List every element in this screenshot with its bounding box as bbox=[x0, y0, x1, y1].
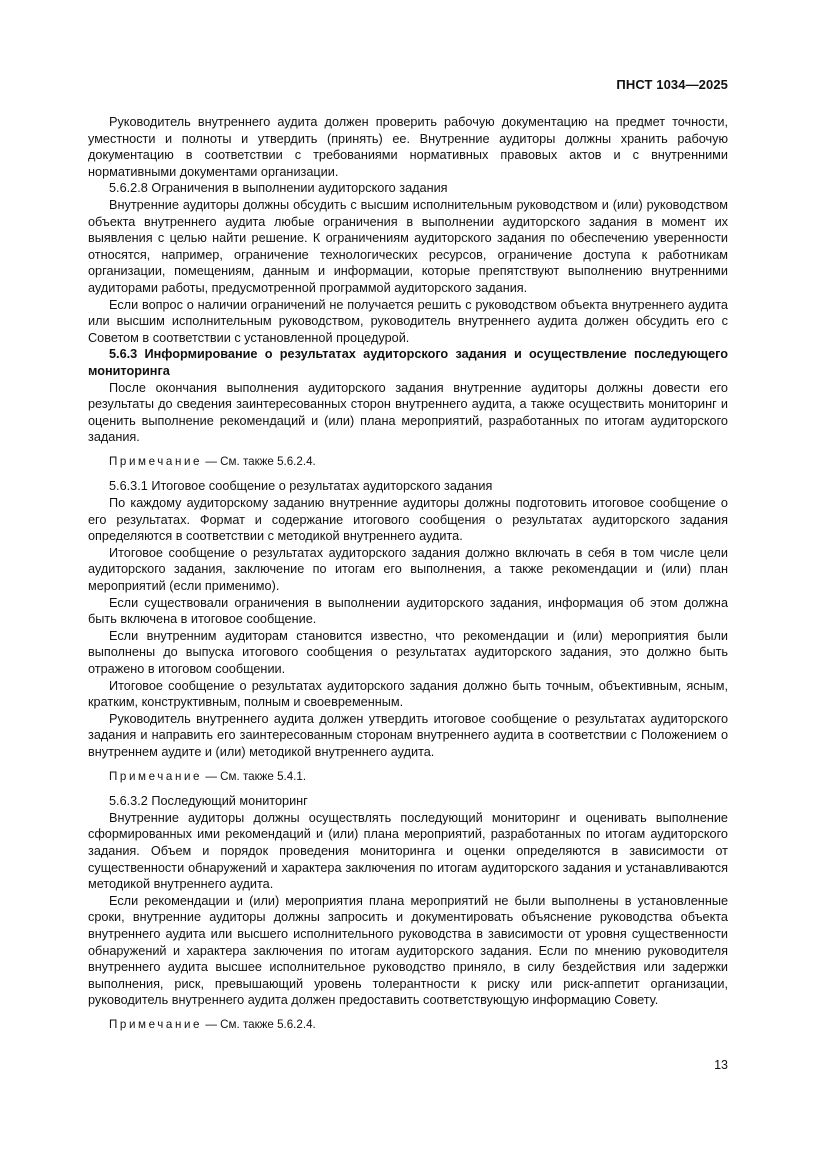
paragraph: Руководитель внутреннего аудита должен проверить рабочую документацию на предмет точности, уместности и полноты и утвердить (принять) ее. Внутренние аудиторы должны хранить рабочую документацию в соответствии с требованиями нормативных правовых актов и с внутренними нормативными документами организации. bbox=[88, 115, 728, 179]
paragraph: Если внутренним аудиторам становится известно, что рекомендации и (или) мероприятия были выполнены до выпуска итогового сообщения о результатах аудиторского задания, это должно быть отражено в итоговом сообщении. bbox=[88, 628, 728, 676]
note bbox=[88, 769, 728, 786]
paragraph: Итоговое сообщение о результатах аудиторского задания должно быть точным, объективным, ясным, кратким, конструктивным, полным и своевременным. bbox=[88, 678, 728, 710]
paragraph: Итоговое сообщение о результатах аудиторского задания должно включать в себя в том числе цели аудиторского задания, заключение по итогам его выполнения, а также рекомендации и (или) план мероприятий (если применимо). bbox=[88, 545, 728, 594]
note-text: — См. также 5.6.2.4. bbox=[205, 1017, 316, 1031]
document-code: ПНСТ 1034—2025 bbox=[616, 77, 728, 92]
page-number: 13 bbox=[714, 1058, 728, 1072]
note bbox=[88, 1017, 728, 1034]
note-text: — См. также 5.4.1. bbox=[205, 769, 307, 783]
paragraph: Руководитель внутреннего аудита должен утвердить итоговое сообщение о результатах аудиторского задания и направить его заинтересованным сторонам внутреннего аудита в соответствии с Положением о внутреннем аудите и (или) методикой внутреннего аудита. bbox=[88, 711, 728, 759]
clause-heading: 5.6.3.2 Последующий мониторинг bbox=[109, 794, 308, 809]
paragraph: Если рекомендации и (или) мероприятия плана мероприятий не были выполнены в установленные сроки, внутренние аудиторы должны запросить и документировать объяснение руководства объекта внутреннего аудита или высшего исполнительного руководства в зависимости от уровня существенности обнаружений и характера заключения по итогам аудиторского задания. Если по мнению руководителя внутреннего аудита высшее исполнительное руководство приняло, в силу бездействия или задержки выполнения, риск, превышающий уровень толерантности к риску или риск-аппетит организации, руководитель внутреннего аудита должен предоставить соответствующую информацию Совету. bbox=[88, 893, 728, 1008]
note-text: — См. также 5.6.2.4. bbox=[205, 454, 316, 468]
clause-heading: 5.6.2.8 Ограничения в выполнении аудиторского задания bbox=[109, 181, 448, 196]
paragraph: Внутренние аудиторы должны обсудить с высшим исполнительным руководством и (или) руководством объекта внутреннего аудита любые ограничения в выполнении аудиторского задания в момент их выявления с целью найти решение. К ограничениям аудиторского задания по обеспечению уверенности относятся, например, ограничение технологических ресурсов, ограничение доступа к работникам организации, помещениям, данным и информации, которые препятствуют выполнению внутренними аудиторами работы, предусмотренной программой аудиторского задания. bbox=[88, 197, 728, 295]
section-heading: 5.6.3 Информирование о результатах аудиторского задания и осуществление последующего мониторинга bbox=[88, 347, 728, 378]
note-label: Примечание bbox=[109, 769, 203, 783]
paragraph: Если существовали ограничения в выполнении аудиторского задания, информация об этом должна быть включена в итоговое сообщение. bbox=[88, 595, 728, 627]
clause-heading: 5.6.3.1 Итоговое сообщение о результатах аудиторского задания bbox=[109, 479, 493, 494]
document-body bbox=[88, 114, 728, 1041]
paragraph: Внутренние аудиторы должны осуществлять последующий мониторинг и оценивать выполнение сформированных ими рекомендаций и (или) плана мероприятий, разработанных по итогам аудиторского задания. Объем и порядок проведения мониторинга и оценки определяются в зависимости от существенности обнаружений и характера заключения по итогам аудиторского задания и устанавливаются методикой внутреннего аудита. bbox=[88, 810, 728, 892]
note bbox=[88, 454, 728, 471]
paragraph: После окончания выполнения аудиторского задания внутренние аудиторы должны довести его результаты до сведения заинтересованных сторон внутреннего аудита, а также осуществить мониторинг и оценить выполнение рекомендаций и (или) плана мероприятий, разработанных по итогам аудиторского задания. bbox=[88, 380, 728, 445]
paragraph: Если вопрос о наличии ограничений не получается решить с руководством объекта внутреннего аудита или высшим исполнительным руководством, руководитель внутреннего аудита должен обсудить его с Советом в соответствии с установленной процедурой. bbox=[88, 297, 728, 345]
paragraph: По каждому аудиторскому заданию внутренние аудиторы должны подготовить итоговое сообщение о его результатах. Формат и содержание итогового сообщения о результатах аудиторского задания определяются в соответствии с методикой внутреннего аудита. bbox=[88, 496, 728, 544]
note-label: Примечание bbox=[109, 1017, 203, 1031]
note-label: Примечание bbox=[109, 454, 203, 468]
